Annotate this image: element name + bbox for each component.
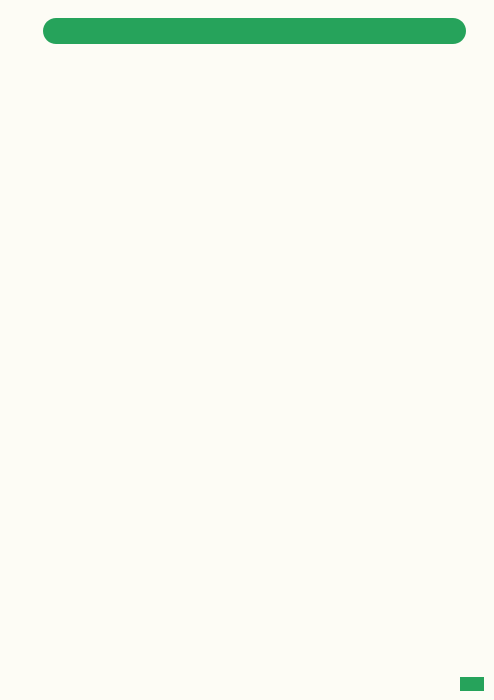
page-title — [43, 18, 466, 44]
page-footer — [460, 677, 484, 691]
